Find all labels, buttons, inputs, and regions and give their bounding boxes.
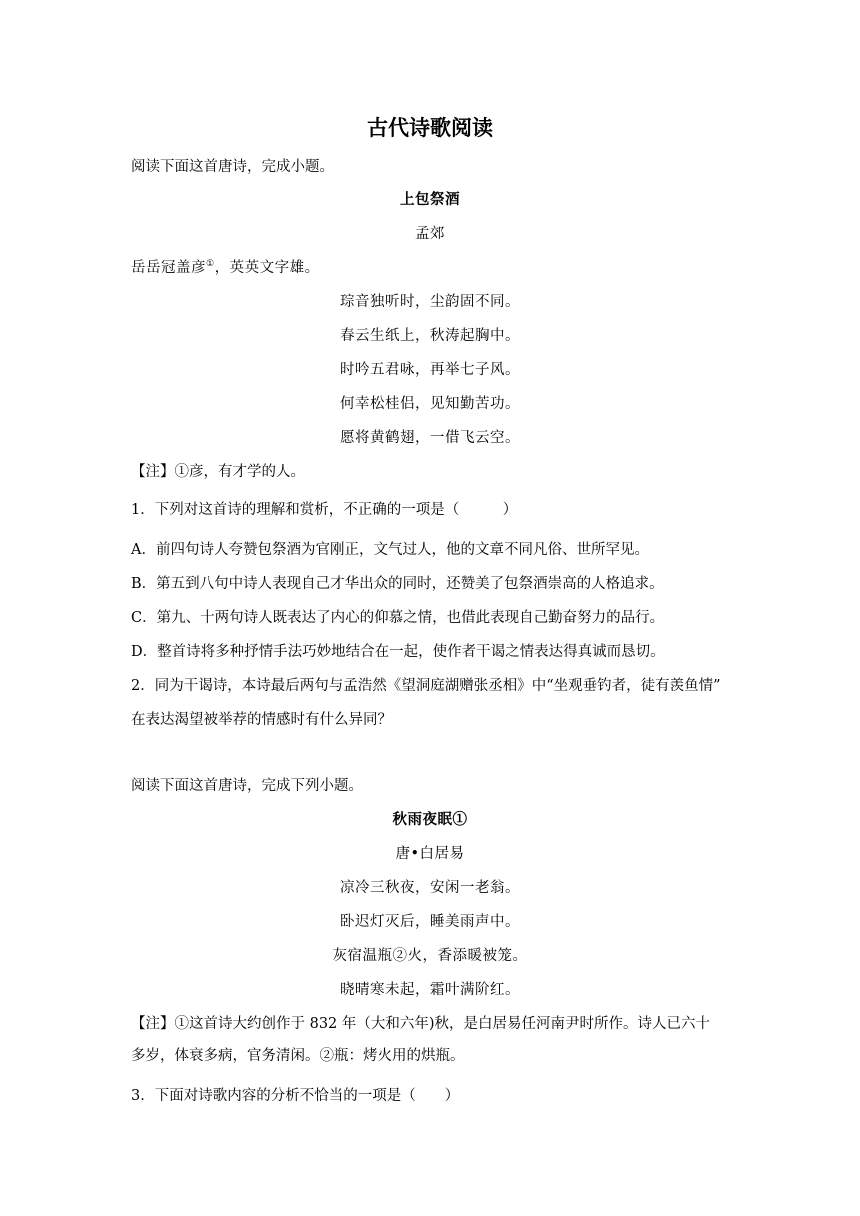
poem1-first-line (131, 258, 320, 278)
option-d: D．整首诗将多种抒情手法巧妙地结合在一起，使作者干谒之情表达得真诚而恳切。 (131, 644, 665, 660)
section1-instruction: 阅读下面这首唐诗，完成小题。 (131, 159, 334, 175)
poem1-line: 何幸松桂侣，见知勤苦功。 (340, 396, 520, 412)
poem2-line: 晓晴寒未起，霜叶满阶红。 (340, 982, 520, 998)
option-c: C．第九、十两句诗人既表达了内心的仰慕之情，也借此表现自己勤奋努力的品行。 (131, 610, 665, 626)
poem1-author: 孟郊 (415, 226, 445, 242)
option-b: B．第五到八句中诗人表现自己才华出众的同时，还赞美了包祭酒崇高的人格追求。 (131, 576, 664, 592)
poem1-note: 【注】①彦，有才学的人。 (131, 464, 305, 480)
poem1-first-line-text: 岳岳冠盖彦 (131, 260, 206, 276)
poem2-line: 灰宿温瓶②火，香添暖被笼。 (332, 948, 528, 964)
poem1-line: 春云生纸上，秋涛起胸中。 (340, 328, 520, 344)
option-a: A．前四句诗人夸赞包祭酒为官刚正，文气过人，他的文章不同凡俗、世所罕见。 (131, 542, 649, 558)
poem1-line: 愿将黄鹤翅，一借飞云空。 (340, 430, 520, 446)
poem2-line: 卧迟灯灭后，睡美雨声中。 (340, 914, 520, 930)
question-2-line2: 在表达渴望被举荐的情感时有什么异同？ (131, 712, 392, 728)
poem1-title: 上包祭酒 (400, 191, 460, 208)
page-title: 古代诗歌阅读 (367, 115, 493, 140)
poem1-first-line-rest: ，英英文字雄。 (214, 260, 320, 276)
footnote-marker: ① (206, 259, 215, 270)
poem1-line: 时吟五君咏，再举七子风。 (340, 362, 520, 378)
poem2-author: 唐•白居易 (395, 846, 465, 862)
question-3: 3．下面对诗歌内容的分析不恰当的一项是（ ） (131, 1088, 460, 1104)
question-1: 1．下列对这首诗的理解和赏析，不正确的一项是（ ） (131, 502, 518, 518)
poem1-line: 琮音独听时，尘韵固不同。 (340, 294, 520, 310)
poem2-note-line2: 多岁，体衰多病，官务清闲。②瓶：烤火用的烘瓶。 (131, 1048, 465, 1064)
section2-instruction: 阅读下面这首唐诗，完成下列小题。 (131, 778, 363, 794)
poem2-line: 凉冷三秋夜，安闲一老翁。 (340, 880, 520, 896)
question-2-line1: 2．同为干谒诗，本诗最后两句与孟浩然《望洞庭湖赠张丞相》中“坐观垂钓者，徒有羡鱼情” (131, 678, 721, 694)
poem2-title: 秋雨夜眠① (392, 811, 468, 828)
poem2-note-line1: 【注】①这首诗大约创作于 832 年（大和六年)秋，是白居易任河南尹时所作。诗人已六十 (131, 1016, 711, 1032)
